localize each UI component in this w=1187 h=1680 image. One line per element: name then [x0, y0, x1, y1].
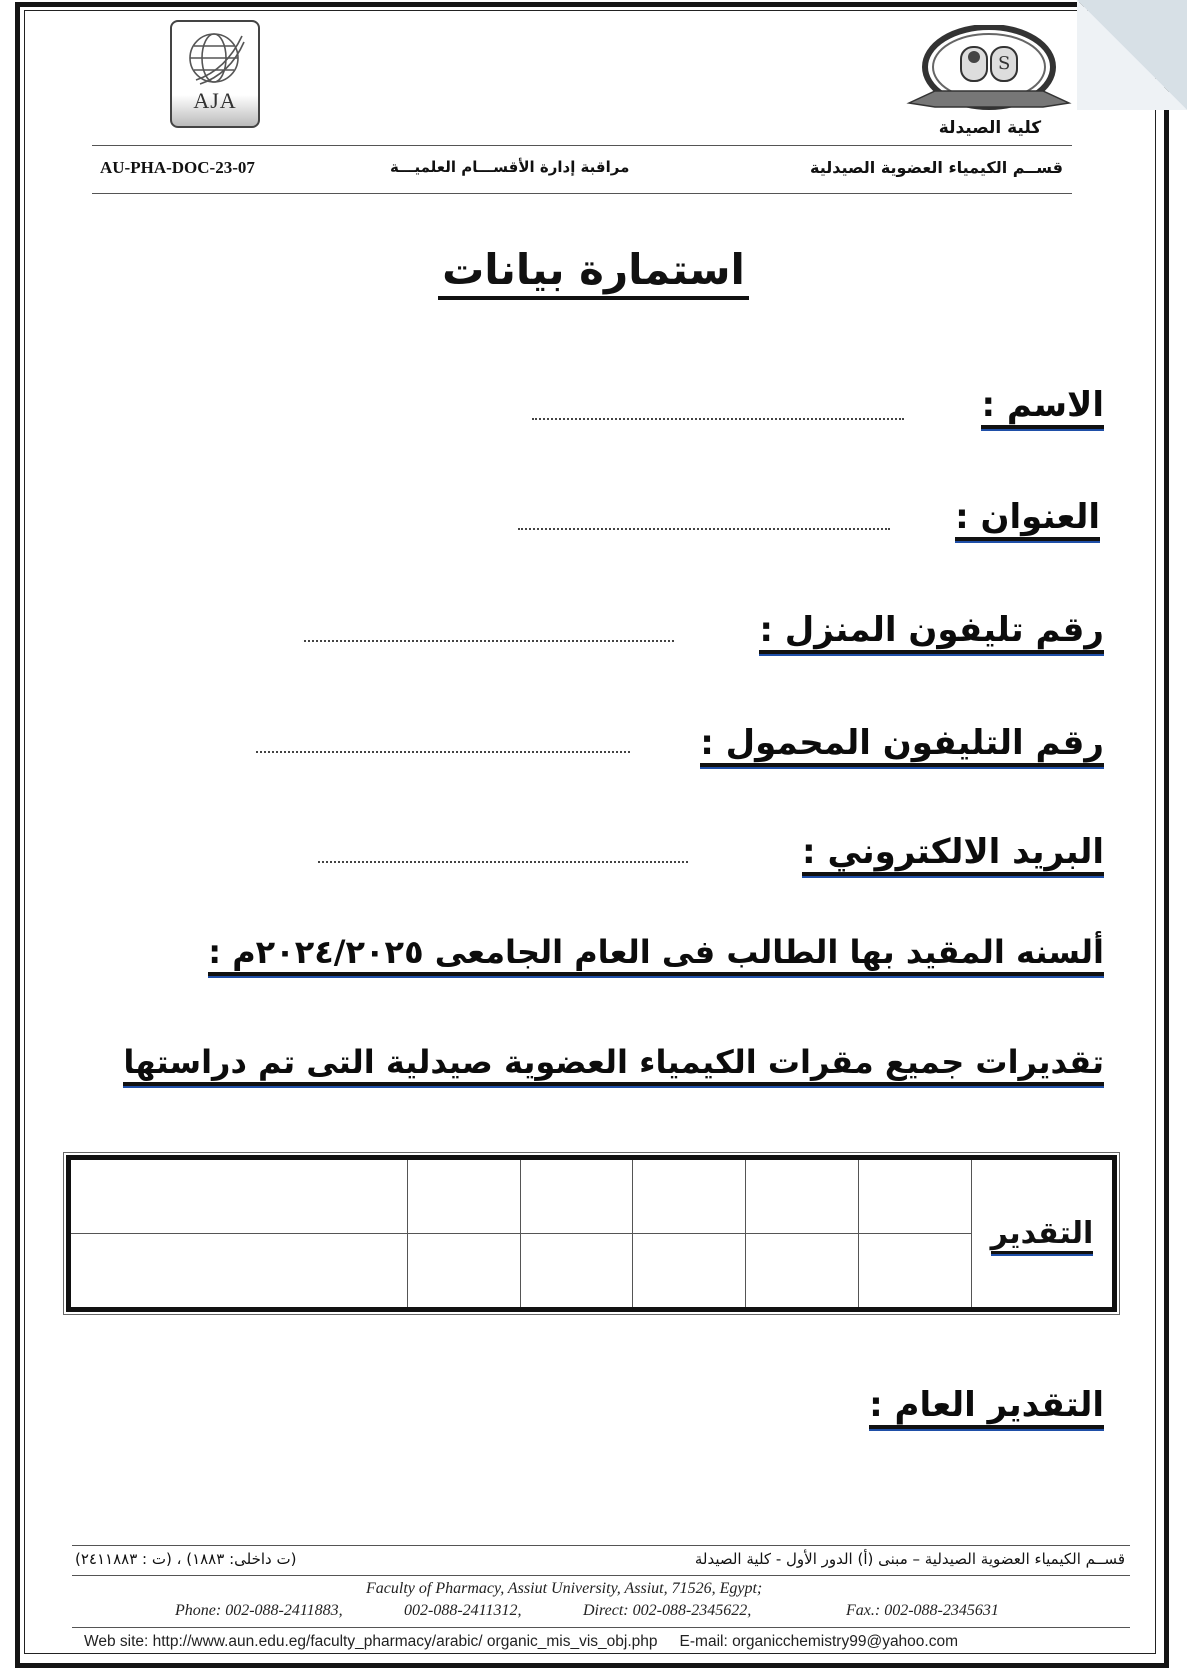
- mobile-phone-field[interactable]: [256, 751, 630, 753]
- footer-address-ar: قســم الكيمياء العضوية الصيدلية – مبنى (أ) الدور الأول - كلية الصيدلة: [694, 1550, 1125, 1568]
- document-code: AU-PHA-DOC-23-07: [100, 158, 255, 177]
- grade-cell[interactable]: [407, 1234, 520, 1310]
- home-phone-field[interactable]: [304, 640, 674, 642]
- faculty-name: كلية الصيدلة: [938, 118, 1042, 138]
- grade-cell[interactable]: [633, 1158, 746, 1234]
- header-rule-top: [92, 145, 1072, 146]
- aja-logo-text: AJA: [193, 88, 237, 113]
- grade-cell[interactable]: [69, 1158, 408, 1234]
- grade-cell[interactable]: [859, 1158, 972, 1234]
- department-name: قســم الكيمياء العضوية الصيدلية: [810, 158, 1064, 177]
- email-label: البريد الالكتروني :: [802, 832, 1104, 876]
- grade-row-header: [972, 1158, 1115, 1310]
- footer-rule-mid: [72, 1575, 1130, 1576]
- header-rule-bottom: [92, 193, 1072, 194]
- address-field[interactable]: [518, 528, 890, 530]
- footer-rule-bottom: [72, 1627, 1130, 1628]
- name-label: الاسم :: [981, 385, 1104, 429]
- table-row: [69, 1158, 1115, 1234]
- aja-logo: [170, 20, 260, 128]
- grade-cell[interactable]: [520, 1158, 633, 1234]
- languages-label: ألسنه المقيد بها الطالب فى العام الجامعى ٢٠٢٤/٢٠٢٥م :: [208, 932, 1104, 976]
- home-phone-label: رقم تليفون المنزل :: [759, 610, 1104, 654]
- grade-cell[interactable]: [746, 1158, 859, 1234]
- grade-cell[interactable]: [407, 1158, 520, 1234]
- footer-direct-phone: Direct: 002-088-2345622,: [583, 1602, 752, 1619]
- grade-cell[interactable]: [859, 1234, 972, 1310]
- footer-web-line: [84, 1633, 958, 1651]
- footer-address-en: Faculty of Pharmacy, Assiut University, Assiut, 71526, Egypt;: [366, 1580, 763, 1597]
- globe-icon: [186, 30, 246, 88]
- form-title: [0, 245, 1187, 294]
- faculty-emblem-icon: [905, 25, 1073, 123]
- footer-website-link[interactable]: Web site: http://www.aun.edu.eg/faculty_pharmacy/arabic/ organic_mis_vis_obj.php: [84, 1633, 658, 1650]
- table-row: [69, 1234, 1115, 1310]
- footer-phones-ar: (ت داخلى: ١٨٨٣) ، (ت : ٢٤١١٨٨٣): [75, 1550, 297, 1568]
- folded-corner: [1077, 0, 1187, 110]
- footer-phone-2: 002-088-2411312,: [404, 1602, 522, 1619]
- footer-rule-top: [72, 1545, 1130, 1546]
- mobile-phone-label: رقم التليفون المحمول :: [700, 723, 1104, 767]
- header-center-text: مراقبة إدارة الأقســـام العلميـــة: [390, 158, 630, 176]
- grade-cell[interactable]: [633, 1234, 746, 1310]
- email-field[interactable]: [318, 861, 688, 863]
- footer-email-link[interactable]: E-mail: organicchemistry99@yahoo.com: [679, 1633, 959, 1650]
- grades-table: [66, 1155, 1117, 1312]
- grade-cell[interactable]: [69, 1234, 408, 1310]
- form-title-text: استمارة بيانات: [438, 245, 749, 300]
- svg-text:S: S: [998, 53, 1011, 74]
- address-label: العنوان :: [955, 497, 1100, 541]
- grade-cell[interactable]: [746, 1234, 859, 1310]
- general-grade-label: التقدير العام :: [869, 1385, 1104, 1429]
- name-field[interactable]: [532, 418, 904, 420]
- grade-row-header-text: التقدير: [991, 1216, 1094, 1254]
- grades-heading: تقديرات جميع مقرات الكيمياء العضوية صيدلية التى تم دراستها: [123, 1042, 1104, 1086]
- footer-phone-1: Phone: 002-088-2411883,: [175, 1602, 343, 1619]
- footer-fax: Fax.: 002-088-2345631: [846, 1602, 999, 1619]
- grade-cell[interactable]: [520, 1234, 633, 1310]
